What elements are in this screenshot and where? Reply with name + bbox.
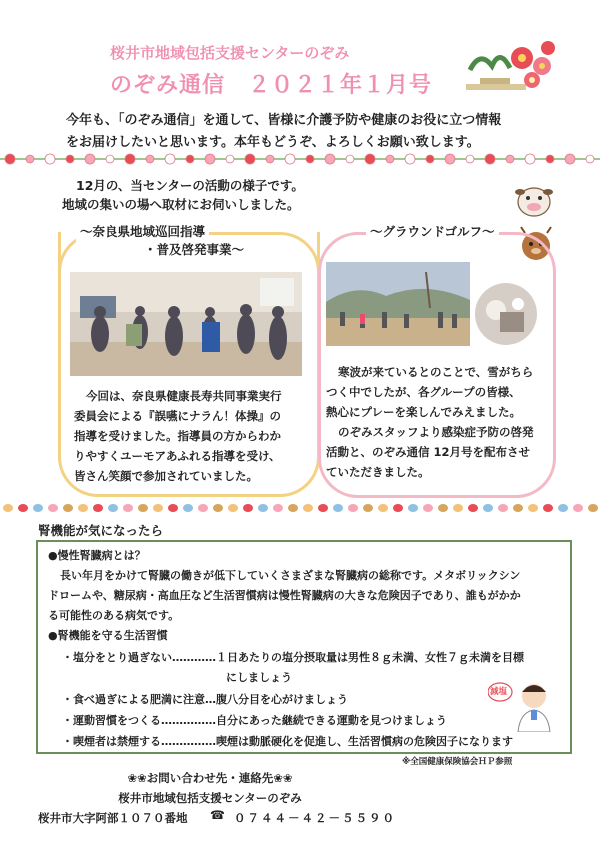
habit-row bbox=[62, 732, 562, 753]
contact-address: 桜井市大字阿部１０７０番地 bbox=[38, 811, 188, 825]
habit-row bbox=[62, 711, 562, 732]
flower-icon bbox=[426, 155, 434, 163]
card-left-heading-2: ・普及啓発事業～ bbox=[140, 240, 248, 260]
flower-garland-divider bbox=[0, 151, 600, 167]
flower-icon bbox=[165, 154, 175, 164]
ckd-heading: ●慢性腎臓病とは？ bbox=[48, 549, 146, 562]
ckd-text-line: る可能性のある病気です。 bbox=[48, 609, 180, 622]
flower-icon bbox=[45, 154, 55, 164]
card-right-text-line: 熱心にプレーを楽しんでみえました。 bbox=[326, 405, 522, 419]
food-icon bbox=[408, 504, 418, 512]
food-icon bbox=[543, 504, 553, 512]
flower-icon bbox=[405, 154, 415, 164]
card-right-text-line: 寒波が来ているとのことで、雪がちら bbox=[338, 365, 534, 379]
card-left-text bbox=[74, 386, 310, 486]
flower-icon bbox=[506, 155, 514, 163]
kidney-content bbox=[48, 546, 564, 646]
flower-icon bbox=[565, 154, 575, 164]
food-icon bbox=[108, 504, 118, 512]
ground-golf-photo bbox=[326, 262, 470, 346]
cow-mascot-icon bbox=[512, 180, 556, 220]
flower-icon bbox=[5, 154, 15, 164]
intro-line-2: をお届けしたいと思います。本年もどうぞ、よろしくお願い致します。 bbox=[66, 135, 480, 150]
food-icon bbox=[363, 504, 373, 512]
exercise-class-photo bbox=[70, 272, 302, 376]
habits-heading: ●腎機能を守る生活習慣 bbox=[48, 629, 168, 642]
food-garland-divider bbox=[0, 500, 600, 516]
habit-item: ・塩分をとり過ぎない………… bbox=[62, 651, 216, 664]
flower-icon bbox=[306, 155, 314, 163]
flower-icon bbox=[226, 155, 234, 163]
salt-reduction-badge: 減塩 bbox=[490, 687, 508, 697]
food-icon bbox=[138, 504, 148, 512]
card-left-text-line: りやすくユーモアあふれる指導を受け、 bbox=[74, 449, 281, 463]
habit-row bbox=[62, 668, 562, 690]
habit-desc: にしましょう bbox=[226, 671, 292, 684]
phone-icon: ☎ bbox=[210, 808, 225, 822]
card-left-text-line: 今回は、奈良県健康長寿共同事業実行 bbox=[86, 389, 282, 403]
food-icon bbox=[198, 504, 208, 512]
flower-icon bbox=[466, 155, 474, 163]
food-icon bbox=[558, 504, 568, 512]
habit-desc: 自分にあった継続できる運動を見つけましょう bbox=[216, 714, 447, 727]
contact-organization: 桜井市地域包括支援センターのぞみ bbox=[118, 791, 302, 805]
card-right-text-line: 活動と、のぞみ通信 12月号を配布させ bbox=[326, 445, 531, 459]
flower-icon bbox=[325, 154, 335, 164]
card-left-text-line: 指導を受けました。指導員の方からわか bbox=[74, 429, 281, 443]
flower-icon bbox=[386, 155, 394, 163]
food-icon bbox=[453, 504, 463, 512]
ckd-text-line: 長い年月をかけて腎臓の働きが低下していくさまざまな腎臓病の総称です。メタボリックシン bbox=[60, 569, 521, 582]
food-icon bbox=[438, 504, 448, 512]
activity-line-1: 12月の、当センターの活動の様子です。 bbox=[76, 178, 304, 193]
card-right-text-line: のぞみスタッフより感染症予防の啓発 bbox=[338, 425, 534, 439]
flower-icon bbox=[525, 154, 535, 164]
intro-line-1: 今年も、「のぞみ通信」を通して、皆様に介護予防や健康のお役に立つ情報 bbox=[66, 113, 502, 128]
food-icon bbox=[3, 504, 13, 512]
flower-icon bbox=[546, 155, 554, 163]
flower-icon bbox=[146, 155, 154, 163]
food-icon bbox=[468, 504, 478, 512]
food-icon bbox=[528, 504, 538, 512]
activity-line-2: 地域の集いの場へ取材にお伺いしました。 bbox=[62, 197, 300, 212]
food-icon bbox=[123, 504, 133, 512]
food-icon bbox=[168, 504, 178, 512]
flower-icon bbox=[445, 154, 455, 164]
flower-icon bbox=[66, 155, 74, 163]
flower-icon bbox=[245, 154, 255, 164]
food-icon bbox=[258, 504, 268, 512]
food-icon bbox=[63, 504, 73, 512]
food-icon bbox=[48, 504, 58, 512]
flower-icon bbox=[365, 154, 375, 164]
food-icon bbox=[333, 504, 343, 512]
card-left-text-line: 皆さん笑顔で参加されていました。 bbox=[74, 469, 258, 483]
habit-row bbox=[62, 648, 562, 668]
food-icon bbox=[513, 504, 523, 512]
food-icon bbox=[588, 504, 598, 512]
habit-item: ・運動習慣をつくる…………… bbox=[62, 714, 216, 727]
food-icon bbox=[498, 504, 508, 512]
food-icon bbox=[378, 504, 388, 512]
flower-icon bbox=[205, 154, 215, 164]
flower-icon bbox=[125, 154, 135, 164]
food-icon bbox=[33, 504, 43, 512]
habit-item: ・食べ過ぎによる肥満に注意… bbox=[62, 693, 216, 706]
flower-icon bbox=[186, 155, 194, 163]
food-icon bbox=[228, 504, 238, 512]
golf-detail-photo bbox=[474, 282, 538, 346]
food-icon bbox=[183, 504, 193, 512]
habit-desc: 腹八分目を心がけましょう bbox=[216, 693, 348, 706]
food-icon bbox=[483, 504, 493, 512]
flower-icon bbox=[285, 154, 295, 164]
habit-item: ・喫煙者は禁煙する…………… bbox=[62, 735, 216, 748]
card-right-text bbox=[326, 362, 550, 482]
organization-name: 桜井市地域包括支援センターのぞみ bbox=[110, 44, 350, 62]
flower-icon bbox=[485, 154, 495, 164]
habit-row bbox=[62, 690, 562, 711]
habits-list bbox=[62, 648, 562, 753]
flower-icon bbox=[346, 155, 354, 163]
contact-phone: ０７４４－４２－５５９０ bbox=[234, 811, 396, 825]
card-left-heading-1: ～奈良県地域巡回指導 bbox=[76, 222, 209, 242]
food-icon bbox=[348, 504, 358, 512]
kidney-section-title: 腎機能が気になったら bbox=[38, 523, 164, 538]
food-icon bbox=[243, 504, 253, 512]
flower-icon bbox=[85, 154, 95, 164]
food-icon bbox=[18, 504, 28, 512]
source-note: ※全国健康保険協会ＨＰ参照 bbox=[402, 757, 513, 767]
newsletter-title: のぞみ通信 ２０２１年１月号 bbox=[110, 73, 433, 98]
flower-icon bbox=[586, 155, 594, 163]
food-icon bbox=[303, 504, 313, 512]
food-icon bbox=[153, 504, 163, 512]
card-right-text-line: ていただきました。 bbox=[326, 465, 430, 479]
flower-icon bbox=[26, 155, 34, 163]
card-right-heading: ～グラウンドゴルフ～ bbox=[366, 222, 499, 242]
contact-heading: ❀❀お問い合わせ先・連絡先❀❀ bbox=[127, 771, 293, 785]
food-icon bbox=[573, 504, 583, 512]
food-icon bbox=[288, 504, 298, 512]
card-left-text-line: 委員会による『誤嚥にナラん！体操』の bbox=[74, 409, 281, 423]
card-right-text-line: つく中でしたが、各グループの皆様、 bbox=[326, 385, 521, 399]
new-year-decoration-icon bbox=[462, 40, 562, 98]
food-icon bbox=[78, 504, 88, 512]
habit-desc: １日あたりの塩分摂取量は男性８ｇ未満、女性７ｇ未満を目標 bbox=[216, 651, 524, 664]
habit-desc: 喫煙は動脈硬化を促進し、生活習慣病の危険因子になります bbox=[216, 735, 513, 748]
food-icon bbox=[393, 504, 403, 512]
food-icon bbox=[273, 504, 283, 512]
ckd-text-line: ドロームや、糖尿病・高血圧など生活習慣病は慢性腎臓病の大きな危険因子であり、誰もがかか bbox=[48, 589, 521, 602]
food-icon bbox=[318, 504, 328, 512]
flower-icon bbox=[266, 155, 274, 163]
food-icon bbox=[93, 504, 103, 512]
food-icon bbox=[213, 504, 223, 512]
food-icon bbox=[423, 504, 433, 512]
flower-icon bbox=[106, 155, 114, 163]
